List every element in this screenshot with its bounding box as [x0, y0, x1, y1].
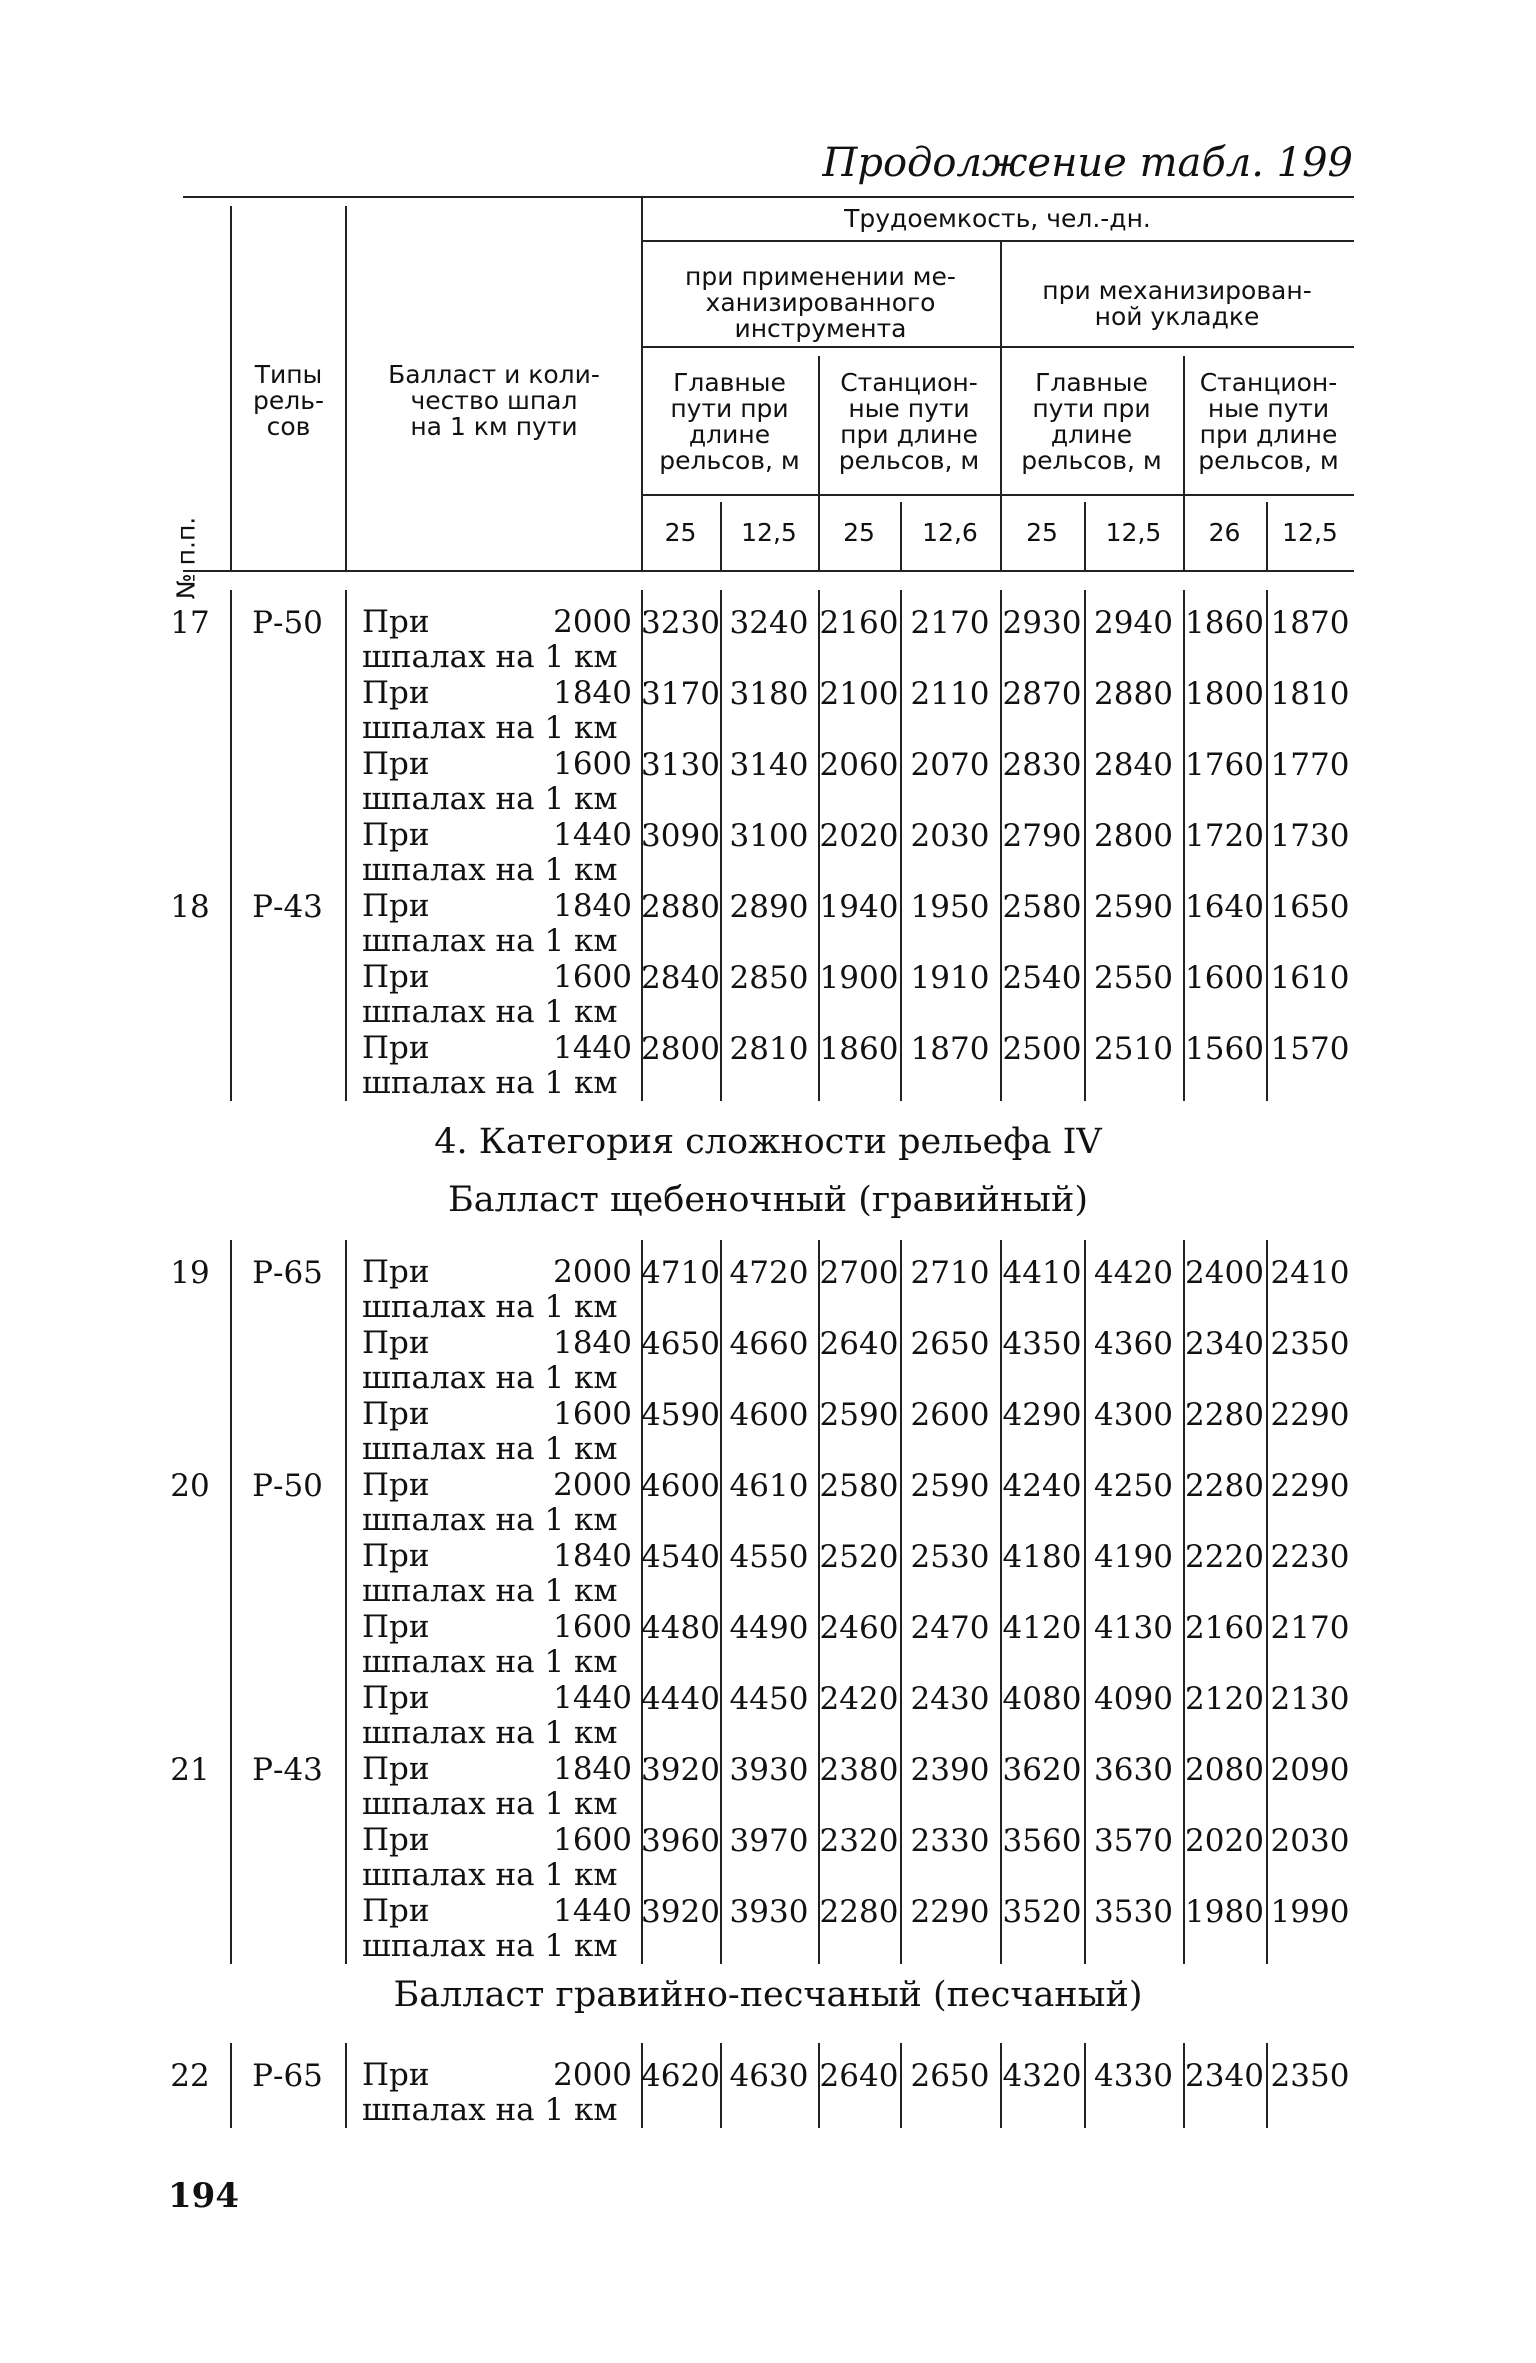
labor-value: 2590	[819, 1397, 899, 1433]
labor-value: 4190	[1094, 1539, 1173, 1575]
ballast-description: При 2000 шпалах на 1 км	[362, 2057, 632, 2128]
labor-value: 2160	[819, 605, 899, 641]
labor-value: 2220	[1185, 1539, 1264, 1575]
labor-value: 2170	[910, 605, 990, 641]
labor-value: 3170	[641, 676, 720, 712]
labor-value: 3920	[641, 1752, 720, 1788]
labor-value: 2590	[1094, 889, 1173, 925]
row-number: 20	[170, 1468, 210, 1504]
labor-value: 4330	[1094, 2058, 1173, 2094]
labor-value: 1860	[1185, 605, 1264, 641]
labor-value: 4550	[729, 1539, 809, 1575]
labor-value: 3240	[729, 605, 809, 641]
ballast-description: При 1600 шпалах на 1 км	[362, 746, 632, 817]
labor-value: 3180	[729, 676, 809, 712]
labor-value: 2790	[1002, 818, 1082, 854]
labor-value: 2850	[729, 960, 809, 996]
labor-value: 1940	[819, 889, 899, 925]
labor-value: 2330	[910, 1823, 990, 1859]
rail-length-label: 12,5	[741, 518, 797, 547]
labor-value: 1570	[1270, 1031, 1350, 1067]
column-header-number: № п.п.	[171, 516, 201, 600]
labor-value: 2020	[819, 818, 899, 854]
labor-value: 1910	[910, 960, 990, 996]
ballast-description: При 2000 шпалах на 1 км	[362, 1254, 632, 1325]
labor-value: 2510	[1094, 1031, 1173, 1067]
labor-value: 2410	[1270, 1255, 1350, 1291]
labor-value: 2650	[910, 1326, 990, 1362]
labor-value: 2880	[1094, 676, 1173, 712]
ballast-description: При 1600 шпалах на 1 км	[362, 959, 632, 1030]
labor-value: 4240	[1002, 1468, 1082, 1504]
labor-value: 2470	[910, 1610, 990, 1646]
ballast-description: При 1600 шпалах на 1 км	[362, 1609, 632, 1680]
labor-value: 1770	[1270, 747, 1350, 783]
labor-value: 4480	[641, 1610, 720, 1646]
labor-value: 4290	[1002, 1397, 1082, 1433]
labor-value: 2930	[1002, 605, 1082, 641]
column-rule	[345, 2043, 347, 2128]
row-number: 21	[170, 1752, 210, 1788]
labor-value: 3570	[1094, 1823, 1173, 1859]
labor-value: 3930	[729, 1894, 809, 1930]
labor-value: 2290	[910, 1894, 990, 1930]
labor-value: 1600	[1185, 960, 1264, 996]
table-continuation-title: Продолжение табл. 199	[822, 140, 1353, 186]
labor-value: 4250	[1094, 1468, 1173, 1504]
ballast-description: При 2000 шпалах на 1 км	[362, 604, 632, 675]
labor-value: 1980	[1185, 1894, 1264, 1930]
ballast-description: При 1600 шпалах на 1 км	[362, 1396, 632, 1467]
labor-value: 4350	[1002, 1326, 1082, 1362]
labor-value: 1810	[1270, 676, 1350, 712]
labor-value: 4490	[729, 1610, 809, 1646]
labor-value: 3560	[1002, 1823, 1082, 1859]
labor-value: 2640	[819, 2058, 899, 2094]
rail-type: Р-43	[252, 1752, 323, 1788]
labor-value: 2830	[1002, 747, 1082, 783]
labor-value: 4320	[1002, 2058, 1082, 2094]
labor-value: 2580	[819, 1468, 899, 1504]
labor-value: 1560	[1185, 1031, 1264, 1067]
subheader-main-tracks-tool: Главные пути при длине рельсов, м	[659, 368, 800, 475]
labor-value: 4360	[1094, 1326, 1173, 1362]
labor-value: 4710	[641, 1255, 720, 1291]
labor-value: 2380	[819, 1752, 899, 1788]
ballast-description: При 2000 шпалах на 1 км	[362, 1467, 632, 1538]
labor-value: 2700	[819, 1255, 899, 1291]
rail-length-label: 26	[1208, 518, 1241, 547]
labor-value: 4180	[1002, 1539, 1082, 1575]
labor-value: 2170	[1270, 1610, 1350, 1646]
labor-value: 2080	[1185, 1752, 1264, 1788]
labor-value: 1730	[1270, 818, 1350, 854]
labor-value: 2840	[1094, 747, 1173, 783]
labor-value: 2020	[1185, 1823, 1264, 1859]
labor-value: 2940	[1094, 605, 1173, 641]
labor-value: 2580	[1002, 889, 1082, 925]
labor-value: 2460	[819, 1610, 899, 1646]
row-number: 19	[170, 1255, 210, 1291]
labor-value: 1860	[819, 1031, 899, 1067]
ballast-description: При 1840 шпалах на 1 км	[362, 1538, 632, 1609]
labor-value: 4600	[641, 1468, 720, 1504]
labor-value: 2350	[1270, 1326, 1350, 1362]
labor-value: 2030	[910, 818, 990, 854]
labor-value: 4420	[1094, 1255, 1173, 1291]
labor-value: 3520	[1002, 1894, 1082, 1930]
labor-value: 2530	[910, 1539, 990, 1575]
labor-value: 3960	[641, 1823, 720, 1859]
page-number: 194	[168, 2176, 239, 2216]
row-number: 18	[170, 889, 210, 925]
rail-type: Р-50	[252, 1468, 323, 1504]
column-group-mechanized: при механизирован- ной укладке	[1042, 276, 1312, 331]
rail-length-label: 25	[1026, 518, 1058, 547]
labor-value: 1800	[1185, 676, 1264, 712]
rail-length-label: 12,5	[1105, 518, 1162, 547]
labor-value: 2350	[1270, 2058, 1350, 2094]
labor-value: 4440	[641, 1681, 720, 1717]
rail-length-label: 25	[664, 518, 697, 547]
rail-type: Р-50	[252, 605, 323, 641]
ballast-description: При 1440 шпалах на 1 км	[362, 1893, 632, 1964]
rail-type: Р-43	[252, 889, 323, 925]
labor-value: 2880	[641, 889, 720, 925]
subheader-main-tracks-mech: Главные пути при длине рельсов, м	[1021, 368, 1162, 475]
labor-value: 2320	[819, 1823, 899, 1859]
labor-value: 4630	[729, 2058, 809, 2094]
labor-value: 2520	[819, 1539, 899, 1575]
labor-value: 3930	[729, 1752, 809, 1788]
column-group-tool: при применении ме- ханизированного инструмента	[685, 262, 956, 343]
labor-value: 2810	[729, 1031, 809, 1067]
ballast-description: При 1840 шпалах на 1 км	[362, 1325, 632, 1396]
labor-value: 3140	[729, 747, 809, 783]
labor-value: 2390	[910, 1752, 990, 1788]
labor-value: 4620	[641, 2058, 720, 2094]
labor-value: 2400	[1185, 1255, 1264, 1291]
column-header-labor: Трудоемкость, чел.-дн.	[844, 204, 1151, 233]
labor-value: 2230	[1270, 1539, 1350, 1575]
labor-value: 2280	[1185, 1397, 1264, 1433]
labor-value: 1870	[1270, 605, 1350, 641]
labor-value: 2280	[1185, 1468, 1264, 1504]
subheader-station-tracks-mech: Станцион- ные пути при длине рельсов, м	[1198, 368, 1339, 475]
rail-length-label: 12,6	[922, 518, 978, 547]
labor-value: 2030	[1270, 1823, 1350, 1859]
labor-value: 1950	[910, 889, 990, 925]
labor-value: 3970	[729, 1823, 809, 1859]
labor-value: 4660	[729, 1326, 809, 1362]
column-rule	[345, 590, 347, 1101]
section-heading: 4. Категория сложности рельефа IV	[434, 1122, 1102, 1162]
rail-type: Р-65	[252, 1255, 323, 1291]
labor-value: 3130	[641, 747, 720, 783]
labor-value: 4540	[641, 1539, 720, 1575]
labor-value: 1720	[1185, 818, 1264, 854]
labor-value: 4720	[729, 1255, 809, 1291]
ballast-description: При 1840 шпалах на 1 км	[362, 675, 632, 746]
labor-value: 2590	[910, 1468, 990, 1504]
rail-length-label: 12,5	[1282, 518, 1338, 547]
labor-value: 2550	[1094, 960, 1173, 996]
ballast-description: При 1440 шпалах на 1 км	[362, 817, 632, 888]
labor-value: 2060	[819, 747, 899, 783]
labor-value: 2640	[819, 1326, 899, 1362]
labor-value: 4300	[1094, 1397, 1173, 1433]
labor-value: 4080	[1002, 1681, 1082, 1717]
labor-value: 4410	[1002, 1255, 1082, 1291]
labor-value: 2130	[1270, 1681, 1350, 1717]
labor-value: 4650	[641, 1326, 720, 1362]
section-subheading: Балласт гравийно-песчаный (песчаный)	[393, 1975, 1143, 2015]
labor-value: 2420	[819, 1681, 899, 1717]
labor-value: 2870	[1002, 676, 1082, 712]
labor-value: 2800	[1094, 818, 1173, 854]
labor-value: 2340	[1185, 2058, 1264, 2094]
labor-value: 4600	[729, 1397, 809, 1433]
labor-value: 2540	[1002, 960, 1082, 996]
labor-value: 2090	[1270, 1752, 1350, 1788]
labor-value: 3100	[729, 818, 809, 854]
row-number: 17	[170, 605, 210, 641]
labor-value: 3920	[641, 1894, 720, 1930]
ballast-description: При 1840 шпалах на 1 км	[362, 888, 632, 959]
labor-value: 2120	[1185, 1681, 1264, 1717]
labor-value: 4120	[1002, 1610, 1082, 1646]
labor-value: 4590	[641, 1397, 720, 1433]
labor-value: 2840	[641, 960, 720, 996]
labor-value: 4610	[729, 1468, 809, 1504]
labor-value: 3530	[1094, 1894, 1173, 1930]
labor-value: 3630	[1094, 1752, 1173, 1788]
labor-value: 2280	[819, 1894, 899, 1930]
labor-value: 2100	[819, 676, 899, 712]
column-rule	[230, 590, 232, 1101]
labor-value: 3090	[641, 818, 720, 854]
column-rule	[230, 1240, 232, 1964]
labor-value: 2890	[729, 889, 809, 925]
labor-value: 1760	[1185, 747, 1264, 783]
column-rule	[230, 2043, 232, 2128]
labor-value: 2500	[1002, 1031, 1082, 1067]
ballast-description: При 1440 шпалах на 1 км	[362, 1680, 632, 1751]
labor-value: 2110	[910, 676, 990, 712]
labor-value: 1900	[819, 960, 899, 996]
labor-value: 3620	[1002, 1752, 1082, 1788]
labor-value: 2600	[910, 1397, 990, 1433]
rail-length-label: 25	[843, 518, 875, 547]
labor-value: 2800	[641, 1031, 720, 1067]
labor-value: 2160	[1185, 1610, 1264, 1646]
labor-value: 4090	[1094, 1681, 1173, 1717]
labor-value: 1610	[1270, 960, 1350, 996]
labor-value: 2070	[910, 747, 990, 783]
section-subheading: Балласт щебеночный (гравийный)	[447, 1180, 1088, 1220]
labor-value: 2710	[910, 1255, 990, 1291]
row-number: 22	[170, 2058, 210, 2094]
labor-value: 1650	[1270, 889, 1350, 925]
column-header-rail-types: Типы рель- сов	[253, 360, 324, 441]
labor-value: 1870	[910, 1031, 990, 1067]
labor-value: 1640	[1185, 889, 1264, 925]
labor-value: 3230	[641, 605, 720, 641]
ballast-description: При 1840 шпалах на 1 км	[362, 1751, 632, 1822]
labor-value: 2340	[1185, 1326, 1264, 1362]
labor-value: 2650	[910, 2058, 990, 2094]
ballast-description: При 1440 шпалах на 1 км	[362, 1030, 632, 1101]
subheader-station-tracks-tool: Станцион- ные пути при длине рельсов, м	[838, 368, 980, 475]
labor-value: 2430	[910, 1681, 990, 1717]
column-rule	[345, 1240, 347, 1964]
ballast-description: При 1600 шпалах на 1 км	[362, 1822, 632, 1893]
labor-value: 4450	[729, 1681, 809, 1717]
column-header-ballast: Балласт и коли- чество шпал на 1 км пути	[388, 360, 600, 441]
labor-value: 1990	[1270, 1894, 1350, 1930]
rail-type: Р-65	[252, 2058, 323, 2094]
labor-value: 2290	[1270, 1397, 1350, 1433]
labor-value: 2290	[1270, 1468, 1350, 1504]
labor-value: 4130	[1094, 1610, 1173, 1646]
